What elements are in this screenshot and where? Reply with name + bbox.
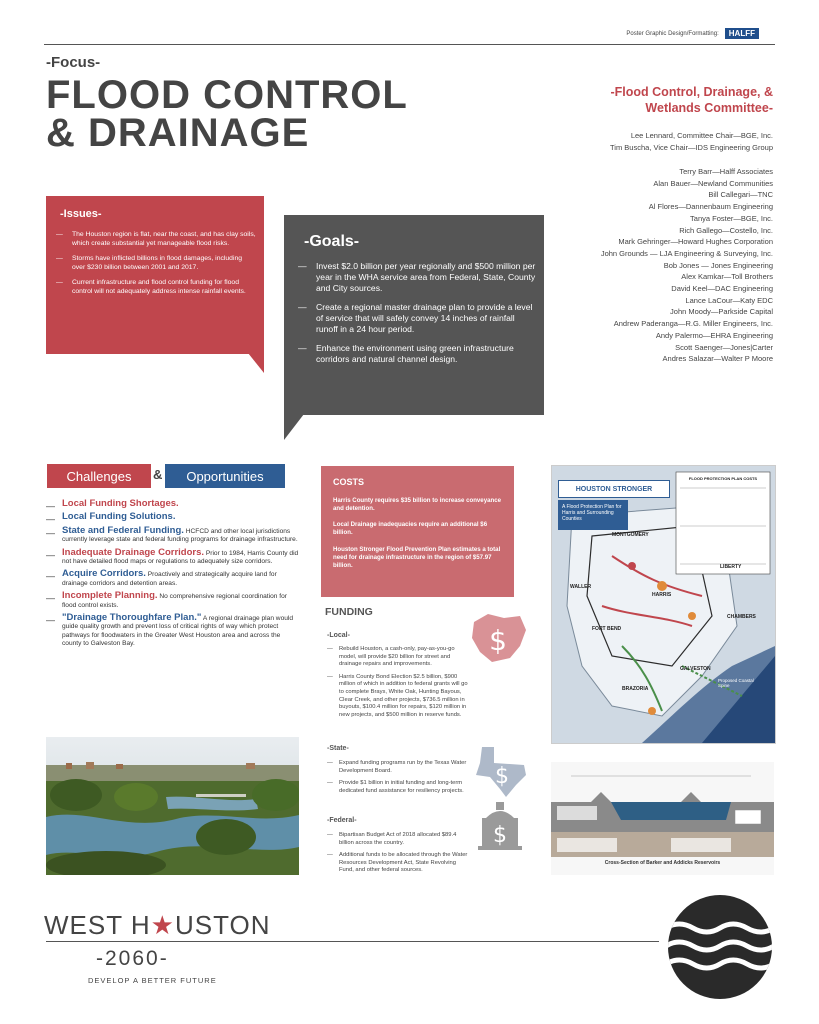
goal-item: — Create a regional master drainage plan to provide a level of service that will safely convey 14 inches of rainfall runoff in a 24 hour period.	[298, 302, 536, 335]
funding-item: — Provide $1 billion in initial funding and long-term dedicated fund assistance for resiliency projects.	[327, 780, 472, 795]
west-houston-logo	[44, 910, 270, 941]
item-head: Acquire Corridors.	[62, 568, 146, 580]
brand-part-2: USTON	[174, 910, 271, 940]
member: Scott Saenger—Jones|Carter	[675, 342, 773, 352]
member: Tanya Foster—BGE, Inc.	[690, 213, 773, 223]
committee-title	[611, 84, 774, 116]
challenges-tag: Challenges	[47, 464, 151, 488]
committee-title-line-1: -Flood Control, Drainage, &	[610, 85, 773, 99]
coastal-spine-label: Proposed Coastal Spine	[718, 678, 754, 688]
svg-text:$: $	[495, 764, 509, 789]
item-body: A regional drainage plan would guide quality growth and prevent loss of critical rights of way which protect pathways for floodwaters in the Greater West Houston area and across the county to Galveston Bay.	[62, 615, 294, 648]
committee-chairs	[610, 130, 773, 153]
member: Alan Bauer—Newland Communities	[653, 178, 773, 188]
brand-part-1: WEST H	[44, 910, 151, 940]
member: Terry Barr—Halff Associates	[679, 167, 773, 176]
funding-title: FUNDING	[325, 606, 373, 618]
funding-item: — Expand funding programs run by the Texas Water Development Board.	[327, 760, 472, 775]
list-item	[46, 614, 301, 649]
issues-pointer	[248, 353, 266, 375]
member: Al Flores—Dannenbaum Engineering	[648, 202, 773, 212]
item-head: Local Funding Solutions.	[62, 511, 176, 523]
issue-item: — The Houston region is flat, near the coast, and has clay soils, which create substantial yet manageable flood risks.	[56, 230, 256, 248]
funding-item: — Bipartisan Budget Act of 2018 allocated $89.4 billion across the country.	[327, 832, 472, 847]
member: Bob Jones — Jones Engineering	[663, 260, 773, 270]
county-label: CHAMBERS	[727, 614, 756, 620]
item-body: HCFCD and other local jurisdictions currently leverage state and federal funding programs for drainage infrastructure.	[62, 527, 298, 544]
page-title	[46, 73, 408, 155]
star-icon: ★	[150, 910, 175, 940]
title-line-1: FLOOD CONTROL	[46, 73, 408, 117]
item-body: Prior to 1984, Harris County did not have detailed flood maps or regulations to adequately size corridors.	[62, 549, 299, 566]
committee-title-line-2: Wetlands Committee-	[645, 101, 773, 115]
item-head: Incomplete Planning.	[62, 590, 158, 602]
credit-text: Poster Graphic Design/Formatting:	[626, 30, 719, 37]
item-head: Local Funding Shortages.	[62, 498, 179, 509]
tagline: DEVELOP A BETTER FUTURE	[88, 976, 217, 985]
waves-logo	[666, 892, 774, 1002]
county-label: HARRIS	[652, 592, 672, 598]
harris-county-dollar-icon	[470, 612, 528, 664]
texas-dollar-icon	[472, 745, 528, 799]
funding-federal-list	[327, 832, 472, 880]
county-label: FORT BEND	[592, 626, 622, 632]
goals-title: -Goals-	[304, 233, 360, 250]
cost-line: Harris County requires $35 billion to increase conveyance and detention.	[333, 497, 501, 512]
flood-protection-map	[551, 465, 776, 744]
list-item	[46, 524, 301, 545]
committee-members	[601, 166, 773, 365]
cross-section-caption: Cross-Section of Barker and Addicks Reservoirs	[604, 860, 721, 866]
ampersand: &	[153, 467, 163, 482]
reservoir-cross-section	[551, 762, 774, 875]
funding-item: — Additional funds to be allocated through the Water Resources Development Act, State Revolving Fund, and other federal sources.	[327, 852, 472, 875]
year-2060: -2060-	[96, 947, 169, 970]
cost-line: Houston Stronger Flood Prevention Plan estimates a total need for drainage infrastructure in the region of $57.97 billion.	[333, 546, 501, 569]
map-subtitle: A Flood Protection Plan for Harris and Surrounding Counties	[562, 504, 622, 522]
goal-item: — Invest $2.0 billion per year regionally and $500 million per year in the WHA service area from Federal, State, County and City sources.	[298, 261, 536, 294]
opportunities-tag: Opportunities	[165, 464, 285, 488]
vice-chair: Tim Buscha, Vice Chair—IDS Engineering Group	[610, 142, 773, 152]
wetland-photo	[46, 737, 299, 875]
member: Andrew Paderanga—R.G. Miller Engineers, Inc.	[613, 319, 773, 329]
issues-list	[56, 230, 256, 302]
map-legend-title: FLOOD PROTECTION PLAN COSTS	[688, 476, 758, 481]
member: Alex Kamkar—Toll Brothers	[681, 272, 773, 282]
member: John Moody—Parkside Capital	[670, 307, 773, 317]
goals-pointer	[284, 414, 306, 442]
chair: Lee Lennard, Committee Chair—BGE, Inc.	[630, 131, 773, 140]
county-label: WALLER	[570, 584, 592, 590]
houston-stronger-logo: HOUSTON STRONGER	[558, 480, 670, 498]
member: David Keel—DAC Engineering	[671, 284, 773, 294]
item-head: State and Federal Funding.	[62, 524, 184, 536]
costs-box	[321, 466, 514, 597]
list-item	[46, 570, 301, 588]
goals-list	[298, 261, 536, 373]
funding-item: — Rebuild Houston, a cash-only, pay-as-you-go model, will provide $20 billion for street and drainage repairs and improvements.	[327, 646, 472, 669]
list-item	[46, 546, 301, 567]
funding-item: — Harris County Bond Election $2.5 billion, $900 million of which in addition to federal grants will go to complete Brays, White Oak, Hunting Bayous, Clear Creek, and other projects, $736.5 million in buyouts, $100.4 million for repairs, $120 million in new projects, and $500 million in reserve funds.	[327, 674, 472, 720]
halff-logo: HALFF	[725, 28, 759, 39]
goal-item: — Enhance the environment using green infrastructure corridors and natural channel design.	[298, 343, 536, 365]
issues-title: -Issues-	[60, 208, 102, 220]
member: Lance LaCour—Katy EDC	[685, 295, 773, 305]
funding-local-list	[327, 646, 472, 724]
member: Andres Salazar—Walter P Moore	[662, 354, 773, 364]
focus-kicker: -Focus-	[46, 54, 101, 71]
funding-state-heading: -State-	[327, 745, 349, 752]
item-head: Inadequate Drainage Corridors.	[62, 546, 205, 558]
goals-box	[284, 215, 544, 415]
issues-box	[46, 196, 264, 354]
issue-item: — Storms have inflicted billions in flood damages, including over $230 billion between 2001 and 2017.	[56, 254, 256, 272]
issue-item: — Current infrastructure and flood control funding for flood control will not adequately address intense rainfall events.	[56, 278, 256, 296]
item-head: "Drainage Thoroughfare Plan."	[62, 612, 202, 624]
costs-title: COSTS	[333, 477, 365, 487]
county-label: GALVESTON	[680, 666, 711, 672]
svg-text:$: $	[489, 624, 507, 657]
county-label: LIBERTY	[720, 564, 742, 570]
county-label: MONTGOMERY	[612, 532, 649, 538]
county-label: BRAZORIA	[622, 686, 649, 692]
member: Mark Gehringer—Howard Hughes Corporation	[618, 237, 773, 247]
funding-state-list	[327, 760, 472, 800]
member: Bill Callegari—TNC	[708, 190, 773, 200]
member: John Grounds — LJA Engineering & Surveying, Inc.	[600, 248, 773, 258]
member: Rich Gallego—Costello, Inc.	[679, 225, 773, 235]
top-divider	[44, 44, 775, 45]
list-item	[46, 592, 301, 610]
credit	[626, 28, 759, 39]
member: Andy Palermo—EHRA Engineering	[655, 330, 773, 340]
capitol-dollar-icon	[474, 800, 526, 852]
cost-line: Local Drainage inadequacies require an additional $6 billion.	[333, 521, 488, 536]
funding-federal-heading: -Federal-	[327, 817, 357, 824]
item-body: Proactively and strategically acquire land for drainage corridors and detention areas.	[62, 571, 277, 587]
svg-text:$: $	[493, 823, 507, 848]
title-line-2: & DRAINAGE	[46, 111, 310, 155]
footer-divider	[46, 941, 659, 942]
list-item	[46, 500, 301, 509]
item-body: No comprehensive regional coordination for flood control exists.	[62, 593, 287, 609]
challenges-opportunities-list	[46, 500, 301, 653]
list-item	[46, 513, 301, 522]
funding-local-heading: -Local-	[327, 632, 350, 639]
